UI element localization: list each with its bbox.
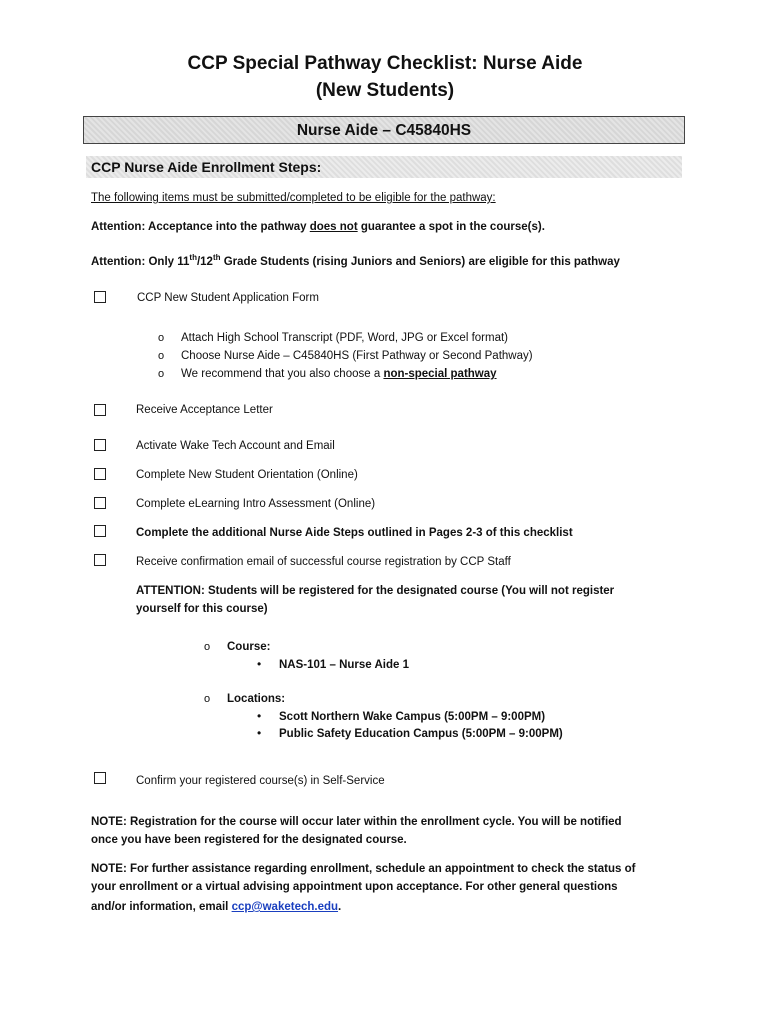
checklist-item-acceptance-letter: Receive Acceptance Letter xyxy=(136,404,273,416)
sub-bullet: o xyxy=(158,332,165,344)
subitem-choose-pathway: Choose Nurse Aide – C45840HS (First Pathway or Second Pathway) xyxy=(181,350,533,362)
course-header: Nurse Aide – C45840HS xyxy=(83,116,685,144)
dot-bullet: • xyxy=(257,657,262,671)
attention-grade-sup2: th xyxy=(212,253,221,262)
intro-text: The following items must be submitted/completed to be eligible for the pathway: xyxy=(91,192,496,204)
note-assistance-line1: NOTE: For further assistance regarding enrollment, schedule an appointment to check the status of xyxy=(91,863,636,875)
checklist-item-assessment: Complete eLearning Intro Assessment (Online) xyxy=(136,498,376,510)
checkbox-confirmation-email[interactable] xyxy=(94,554,106,566)
sub-bullet: o xyxy=(158,350,165,362)
attention-acceptance xyxy=(91,220,545,235)
checklist-item-orientation: Complete New Student Orientation (Online) xyxy=(136,469,358,481)
subitem-transcript: Attach High School Transcript (PDF, Word, JPG or Excel format) xyxy=(181,332,509,344)
attention-acceptance-pre: Attention: Acceptance into the pathway xyxy=(91,221,310,233)
sub-bullet: o xyxy=(204,641,211,653)
checkbox-acceptance-letter[interactable] xyxy=(94,404,106,416)
registration-attention-line2: yourself for this course) xyxy=(136,603,268,615)
registration-attention-line1: ATTENTION: Students will be registered for the designated course (You will not register xyxy=(136,585,615,597)
note-assistance-line3 xyxy=(91,900,341,915)
subitem-recommend-pre: We recommend that you also choose a xyxy=(181,368,384,380)
checklist-item-additional-steps: Complete the additional Nurse Aide Steps outlined in Pages 2-3 of this checklist xyxy=(136,527,573,539)
sub-bullet: o xyxy=(158,368,165,380)
checklist-item-application: CCP New Student Application Form xyxy=(137,292,319,304)
locations-label: Locations: xyxy=(227,693,286,705)
attention-grade-sup1: th xyxy=(189,253,197,262)
checkbox-orientation[interactable] xyxy=(94,468,106,480)
checkbox-additional-steps[interactable] xyxy=(94,525,106,537)
course-label: Course: xyxy=(227,641,271,653)
course-name: NAS-101 – Nurse Aide 1 xyxy=(279,659,409,671)
attention-grade-post: Grade Students (rising Juniors and Seniors) are eligible for this pathway xyxy=(220,255,620,268)
dot-bullet: • xyxy=(257,726,262,740)
attention-grade-pre: Attention: Only 11 xyxy=(91,255,190,268)
note-registration-line2: once you have been registered for the designated course. xyxy=(91,834,407,846)
checkbox-activate-account[interactable] xyxy=(94,439,106,451)
checkbox-application[interactable] xyxy=(94,291,106,303)
note-registration-line1: NOTE: Registration for the course will occur later within the enrollment cycle. You will be notified xyxy=(91,816,622,828)
page-title: CCP Special Pathway Checklist: Nurse Aide xyxy=(187,53,583,74)
sub-bullet: o xyxy=(204,693,211,705)
checklist-item-self-service: Confirm your registered course(s) in Self-Service xyxy=(136,775,385,787)
attention-acceptance-emphasis: does not xyxy=(309,221,358,233)
location-scott-northern: Scott Northern Wake Campus (5:00PM – 9:00PM) xyxy=(279,711,546,723)
attention-grade-mid: /12 xyxy=(196,255,213,268)
checkbox-self-service[interactable] xyxy=(94,772,106,784)
checklist-item-confirmation-email: Receive confirmation email of successful course registration by CCP Staff xyxy=(136,556,511,568)
page-subtitle: (New Students) xyxy=(315,80,455,101)
location-public-safety: Public Safety Education Campus (5:00PM – 9:00PM) xyxy=(279,728,563,740)
note-assistance-line3-pre: and/or information, email xyxy=(91,901,232,913)
subitem-recommend-emphasis: non-special pathway xyxy=(383,368,497,380)
subitem-recommend xyxy=(181,367,497,382)
attention-acceptance-post: guarantee a spot in the course(s). xyxy=(357,221,545,233)
checkbox-assessment[interactable] xyxy=(94,497,106,509)
attention-grade xyxy=(91,250,620,270)
note-assistance-line3-post: . xyxy=(338,901,342,913)
email-link[interactable]: ccp@waketech.edu xyxy=(231,901,339,913)
dot-bullet: • xyxy=(257,709,262,723)
checklist-item-activate-account: Activate Wake Tech Account and Email xyxy=(136,440,335,452)
note-assistance-line2: your enrollment or a virtual advising appointment upon acceptance. For other general questions xyxy=(91,881,618,893)
section-title: CCP Nurse Aide Enrollment Steps: xyxy=(86,156,682,178)
